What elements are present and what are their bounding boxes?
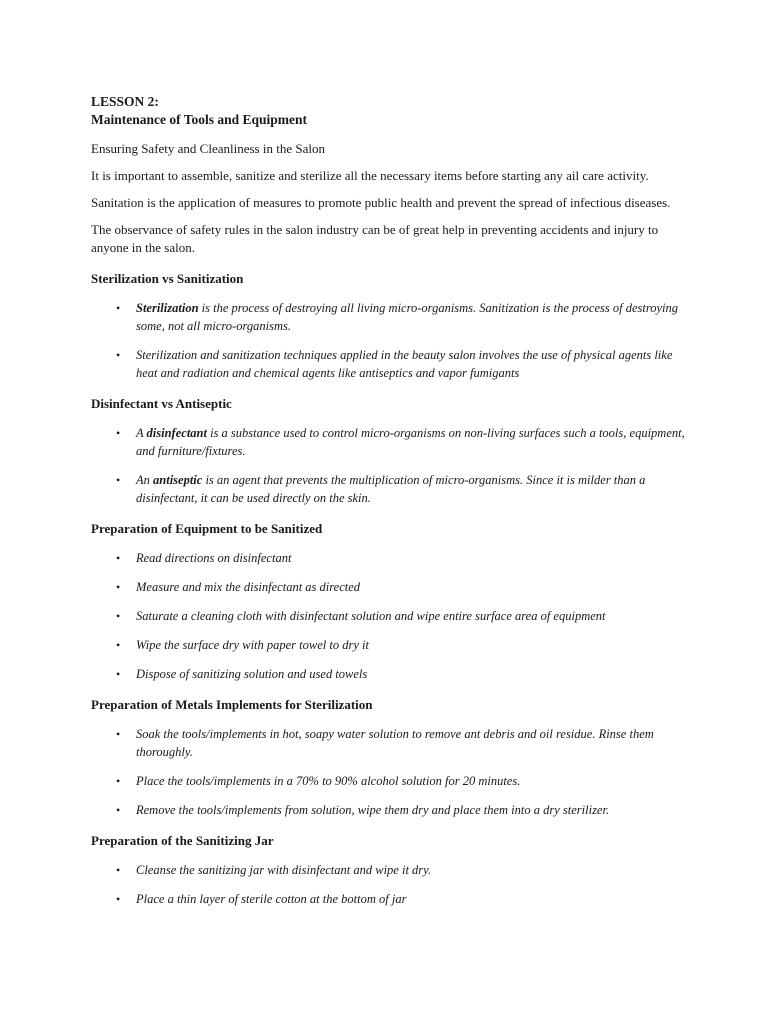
list-item <box>91 549 691 567</box>
bullet-icon: • <box>116 301 121 315</box>
intro-paragraph-2: Sanitation is the application of measures to promote public health and prevent the spread of infectious diseases. <box>91 195 671 210</box>
bullet-icon: • <box>116 609 121 623</box>
list-item <box>91 299 691 335</box>
list-item-text: Place the tools/implements in a 70% to 90% alcohol solution for 20 minutes. <box>136 774 521 788</box>
intro-paragraph-1: It is important to assemble, sanitize and sterilize all the necessary items before starting any ail care activity. <box>91 168 649 183</box>
list-item-text: Read directions on disinfectant <box>136 551 292 565</box>
heading-sterilization: Sterilization vs Sanitization <box>91 271 244 286</box>
bullet-icon: • <box>116 580 121 594</box>
list-item <box>91 424 691 460</box>
bullet-icon: • <box>116 551 121 565</box>
list-item <box>91 471 691 507</box>
term-disinfectant: disinfectant <box>146 426 207 440</box>
list-item <box>91 636 691 654</box>
list-item-text: Wipe the surface dry with paper towel to dry it <box>136 638 369 652</box>
equipment-list <box>91 549 691 683</box>
list-item-prefix: An <box>136 473 154 487</box>
bullet-icon: • <box>116 638 121 652</box>
list-item <box>91 861 691 879</box>
heading-jar: Preparation of the Sanitizing Jar <box>91 833 274 848</box>
list-item <box>91 346 691 382</box>
bullet-icon: • <box>116 892 121 906</box>
list-item-text: Measure and mix the disinfectant as directed <box>136 580 361 594</box>
list-item-text: Place a thin layer of sterile cotton at the bottom of jar <box>136 892 407 906</box>
list-item-text: Sterilization and sanitization techniques applied in the beauty salon involves the use of physical agents like heat and radiation and chemical agents like antiseptics and vapor fumigants <box>136 348 673 380</box>
list-item-text: is an agent that prevents the multiplication of micro-organisms. Since it is milder than a disinfectant, it can be used directly on the skin. <box>136 473 646 505</box>
list-item <box>91 607 691 625</box>
list-item <box>91 578 691 596</box>
list-item-text: Saturate a cleaning cloth with disinfectant solution and wipe entire surface area of equipment <box>136 609 606 623</box>
lesson-title: Maintenance of Tools and Equipment <box>91 112 308 127</box>
jar-list <box>91 861 691 908</box>
list-item <box>91 725 691 761</box>
heading-equipment: Preparation of Equipment to be Sanitized <box>91 521 323 536</box>
bullet-icon: • <box>116 803 121 817</box>
list-item-prefix: A <box>136 426 147 440</box>
document-page <box>91 93 691 919</box>
list-item <box>91 890 691 908</box>
list-item-text: is the process of destroying all living micro-organisms. Sanitization is the process of destroying some, not all micro-organisms. <box>136 301 679 333</box>
list-item <box>91 665 691 683</box>
bullet-icon: • <box>116 667 121 681</box>
lesson-label: LESSON 2: <box>91 94 159 109</box>
bullet-icon: • <box>116 473 121 487</box>
heading-metals: Preparation of Metals Implements for Sterilization <box>91 697 373 712</box>
list-item-text: Soak the tools/implements in hot, soapy water solution to remove ant debris and oil residue. Rinse them thoroughly. <box>136 727 654 759</box>
bullet-icon: • <box>116 348 121 362</box>
section-subtitle: Ensuring Safety and Cleanliness in the Salon <box>91 141 325 156</box>
term-antiseptic: antiseptic <box>153 473 203 487</box>
heading-disinfectant: Disinfectant vs Antiseptic <box>91 396 232 411</box>
list-item-text: Cleanse the sanitizing jar with disinfectant and wipe it dry. <box>136 863 432 877</box>
list-item-text: is a substance used to control micro-organisms on non-living surfaces such a tools, equipment, and furniture/fixtures. <box>136 426 685 458</box>
list-item <box>91 801 691 819</box>
intro-paragraph-3: The observance of safety rules in the salon industry can be of great help in preventing accidents and injury to anyone in the salon. <box>91 222 659 255</box>
list-item <box>91 772 691 790</box>
bullet-icon: • <box>116 426 121 440</box>
bullet-icon: • <box>116 727 121 741</box>
disinfectant-list <box>91 424 691 507</box>
sterilization-list <box>91 299 691 382</box>
bullet-icon: • <box>116 863 121 877</box>
list-item-text: Dispose of sanitizing solution and used towels <box>136 667 368 681</box>
metals-list <box>91 725 691 819</box>
term-sterilization: Sterilization <box>136 301 199 315</box>
bullet-icon: • <box>116 774 121 788</box>
list-item-text: Remove the tools/implements from solution, wipe them dry and place them into a dry sterilizer. <box>136 803 610 817</box>
